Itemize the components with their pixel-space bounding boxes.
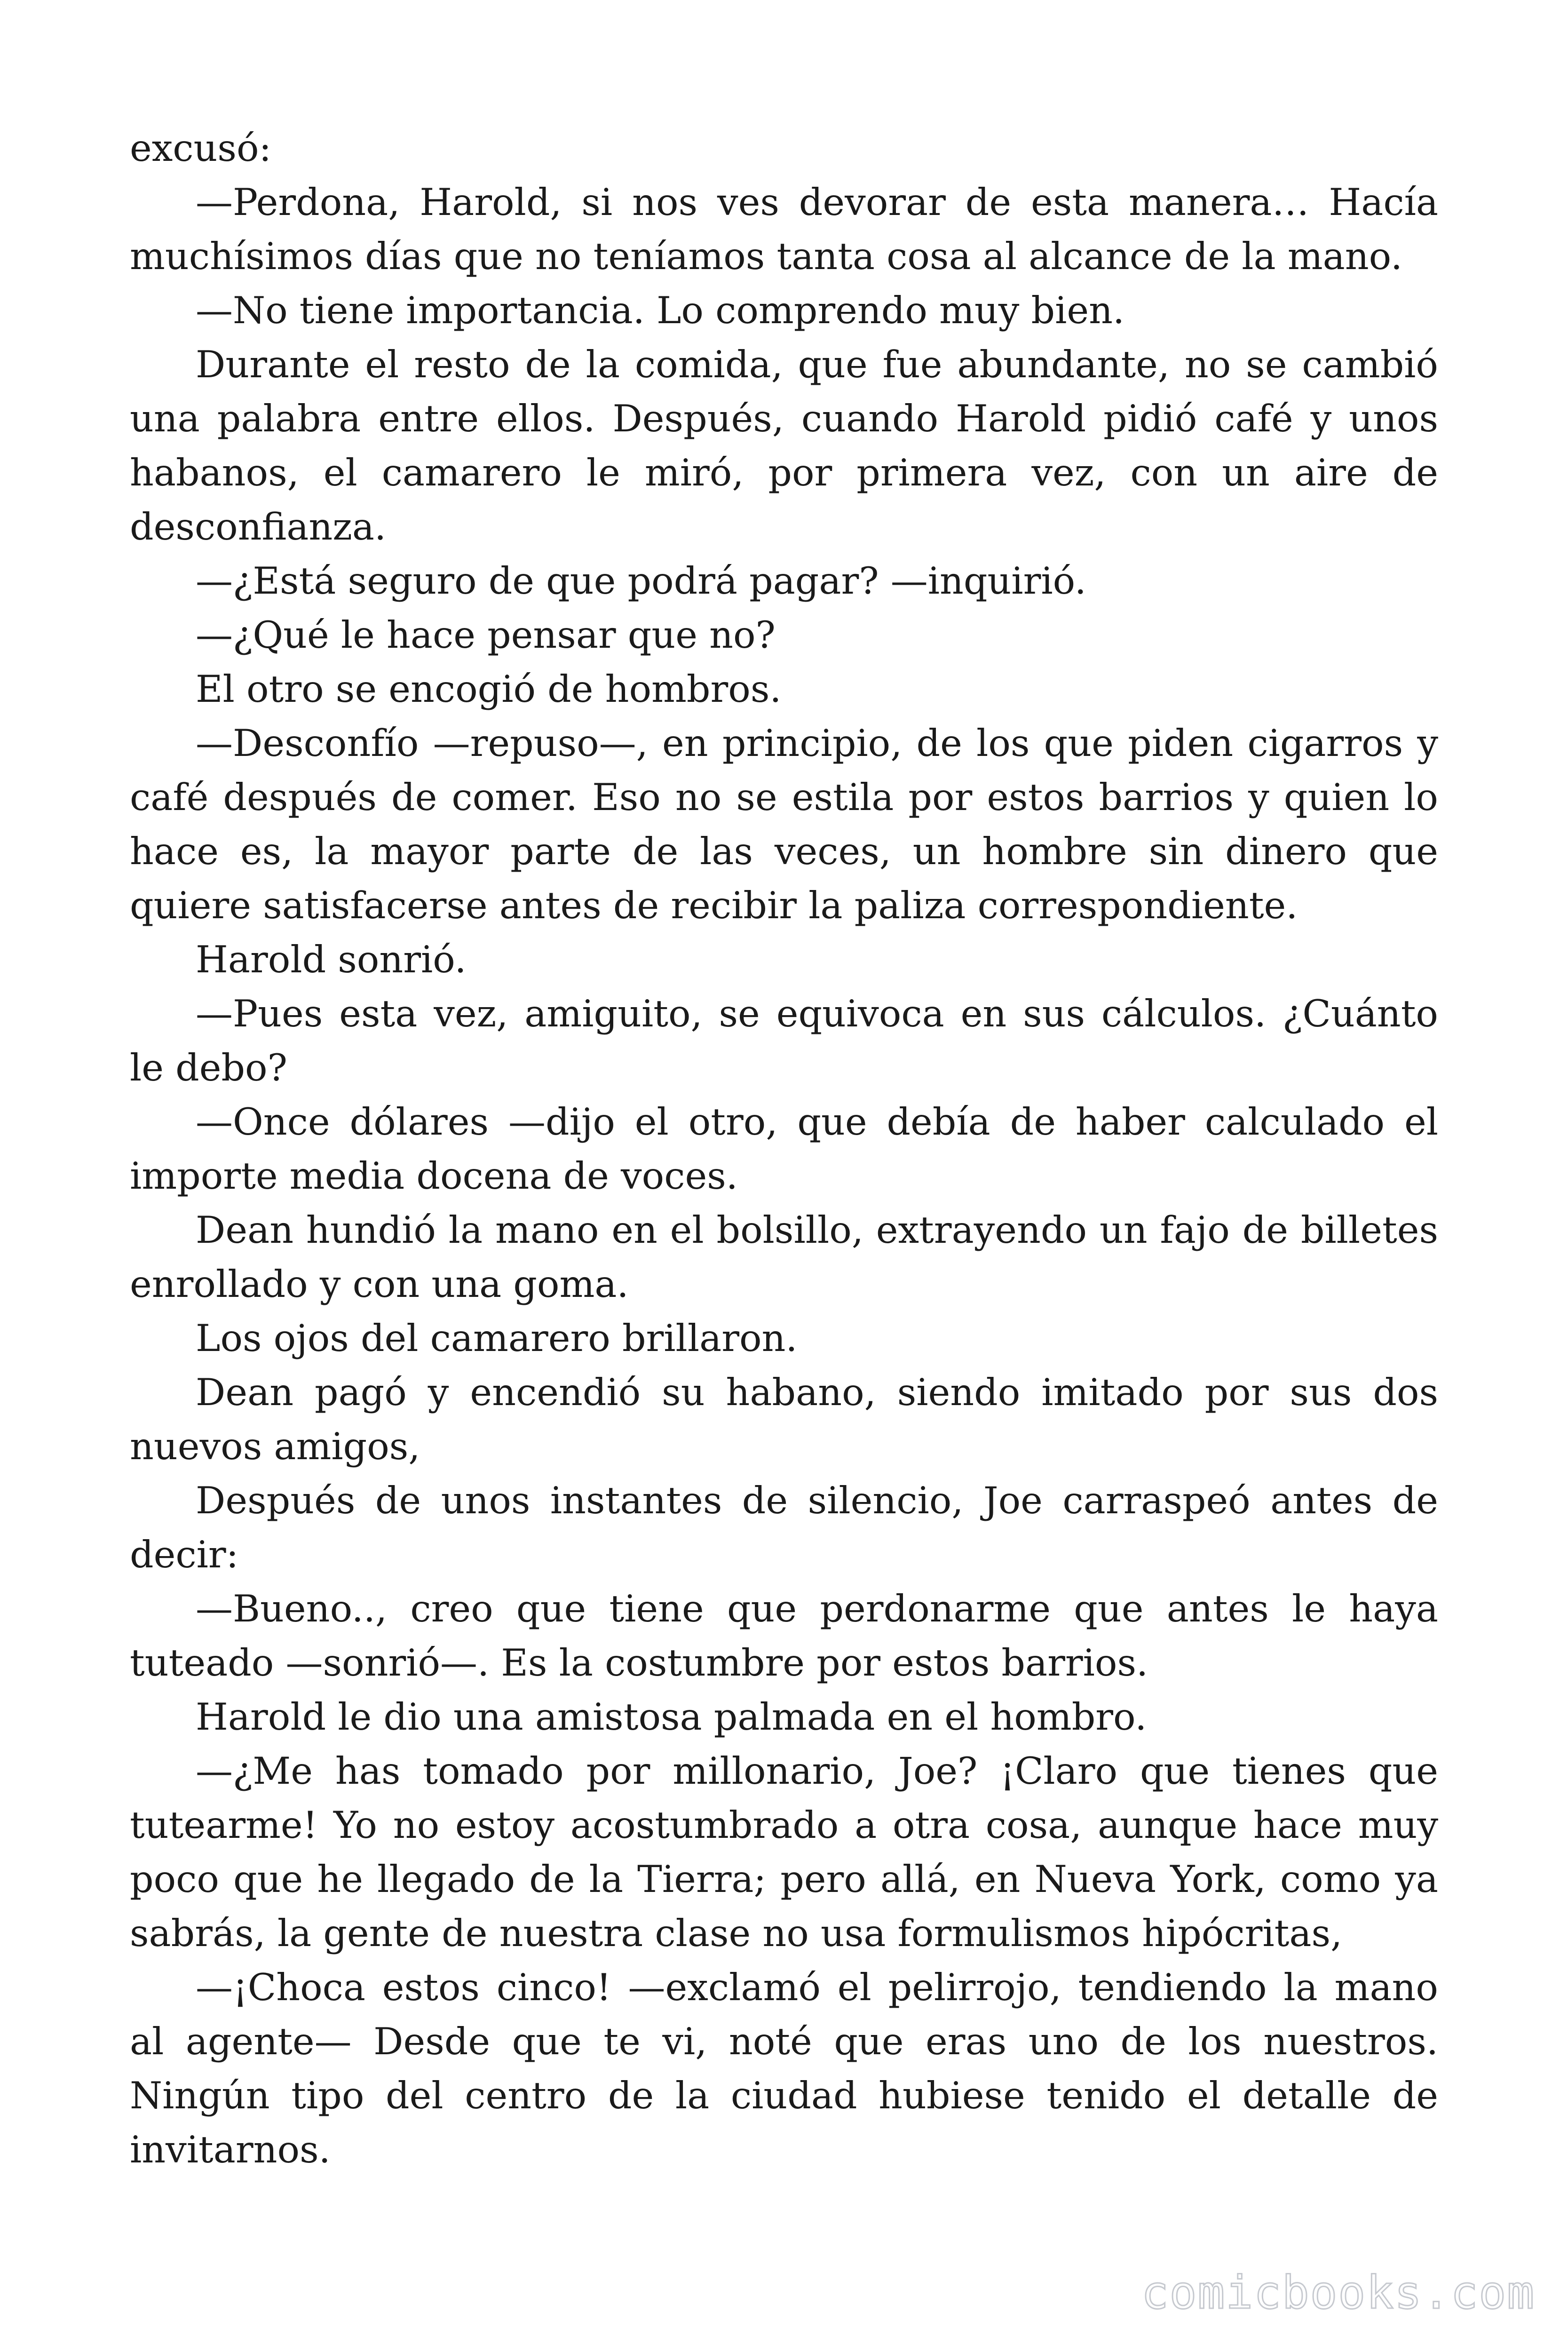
paragraph: —Once dólares —dijo el otro, que debía de haber calculado el importe media docena de voces. xyxy=(130,1100,1438,1198)
paragraph: Harold le dio una amistosa palmada en el hombro. xyxy=(196,1695,1147,1739)
paragraph: —¿Está seguro de que podrá pagar? —inquirió. xyxy=(196,559,1086,603)
paragraph: Harold sonrió. xyxy=(196,938,467,981)
paragraph: —Perdona, Harold, si nos ves devorar de esta manera… Hacía muchísimos días que no teníamos tanta cosa al alcance de la mano. xyxy=(130,181,1438,278)
paragraph: Los ojos del camarero brillaron. xyxy=(196,1317,798,1360)
paragraph: El otro se encogió de hombros. xyxy=(196,667,782,711)
paragraph: —Bueno.., creo que tiene que perdonarme que antes le haya tuteado —sonrió—. Es la costumbre por estos barrios. xyxy=(130,1587,1438,1685)
paragraph: —Pues esta vez, amiguito, se equivoca en sus cálculos. ¿Cuánto le debo? xyxy=(130,992,1438,1089)
paragraph: —¿Qué le hace pensar que no? xyxy=(196,613,776,657)
paragraph: excusó: xyxy=(130,127,272,170)
paragraph: Dean pagó y encendió su habano, siendo imitado por sus dos nuevos amigos, xyxy=(130,1371,1438,1468)
paragraph: —Desconfío —repuso—, en principio, de los que piden cigarros y café después de comer. Eso no se estila por estos barrios y quien lo hace es, la mayor parte de las veces, un hombre sin dinero que quiere satisfacerse antes de recibir la paliza correspondiente. xyxy=(130,722,1438,927)
paragraph: —¡Choca estos cinco! —exclamó el pelirrojo, tendiendo la mano al agente— Desde que te vi, noté que eras uno de los nuestros. Ningún tipo del centro de la ciudad hubiese tenido el detalle de invitarnos. xyxy=(130,1966,1438,2171)
paragraph: —No tiene importancia. Lo comprendo muy bien. xyxy=(196,289,1125,332)
paragraph: —¿Me has tomado por millonario, Joe? ¡Claro que tienes que tutearme! Yo no estoy acostumbrado a otra cosa, aunque hace muy poco que he llegado de la Tierra; pero allá, en Nueva York, como ya sabrás, la gente de nuestra clase no usa formulismos hipócritas, xyxy=(130,1749,1438,1955)
paragraph: Durante el resto de la comida, que fue abundante, no se cambió una palabra entre ellos. Después, cuando Harold pidió café y unos habanos, el camarero le miró, por primera vez, con un aire de desconfianza. xyxy=(130,343,1438,548)
paragraph: Después de unos instantes de silencio, Joe carraspeó antes de decir: xyxy=(130,1479,1438,1576)
page-body-text xyxy=(130,121,1438,2177)
paragraph: Dean hundió la mano en el bolsillo, extrayendo un fajo de billetes enrollado y con una goma. xyxy=(130,1208,1438,1306)
watermark: comicbooks.com xyxy=(1141,2266,1535,2319)
